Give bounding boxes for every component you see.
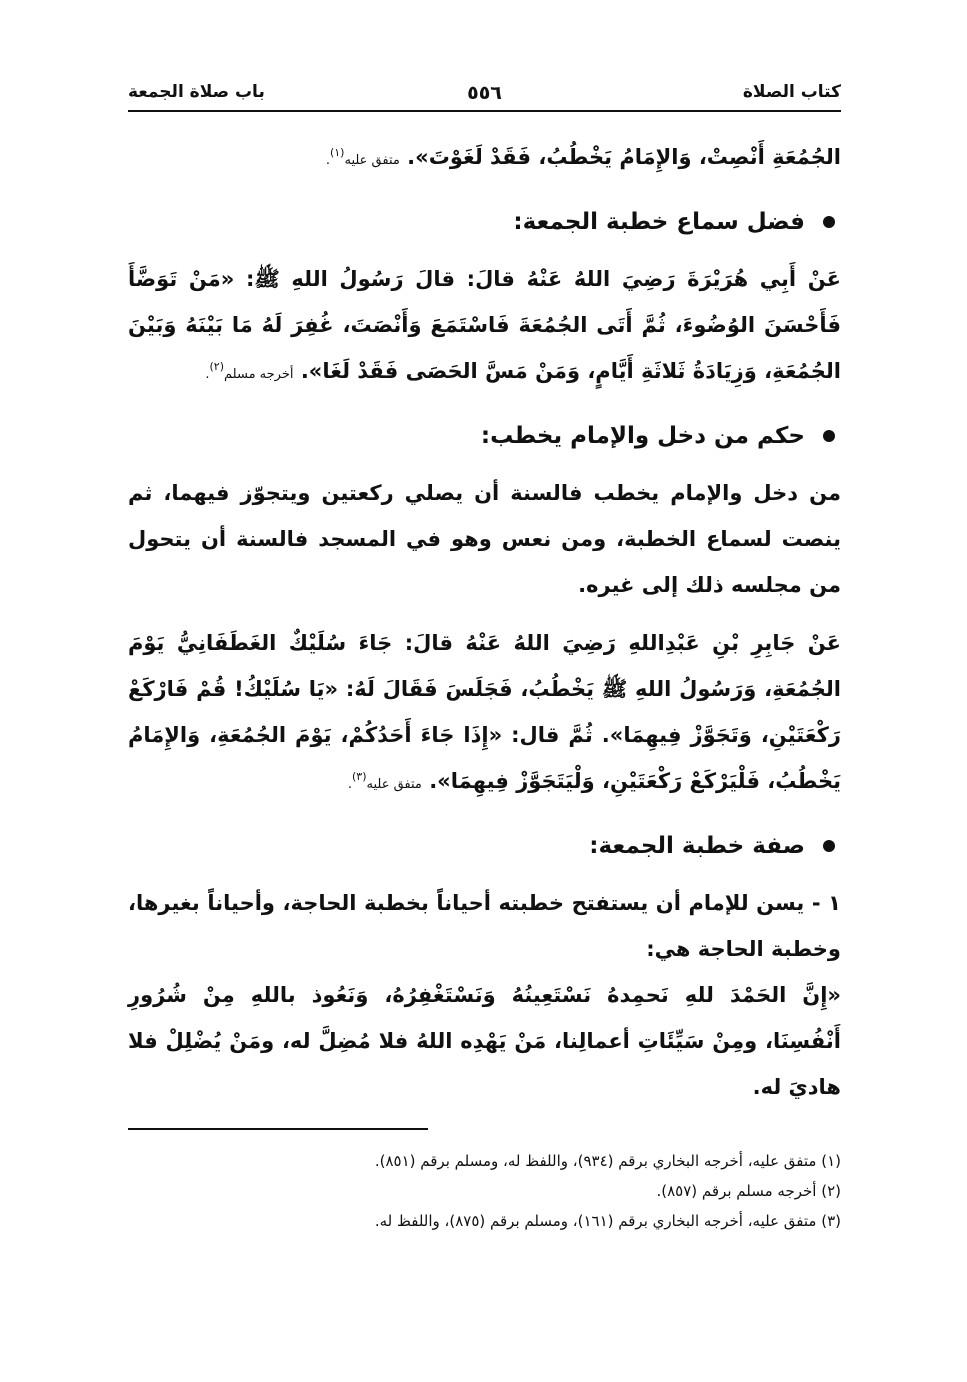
- hadith-text: الجُمُعَةِ أَنْصِتْ، وَالإِمَامُ يَخْطُبُ، فَقَدْ لَغَوْتَ».: [407, 145, 841, 169]
- page-body: [128, 134, 841, 1110]
- heading-text: صفة خطبة الجمعة:: [589, 833, 805, 859]
- page-number: ٥٥٦: [467, 82, 502, 104]
- sentence-end: .: [205, 367, 210, 382]
- footnote-divider: [128, 1128, 428, 1130]
- footnote-ref[interactable]: (٣): [351, 770, 367, 783]
- heading-text: حكم من دخل والإمام يخطب:: [480, 423, 805, 449]
- paragraph-hadith-abu-hurairah: [128, 256, 841, 398]
- paragraph-hadith-continuation: [128, 134, 841, 184]
- source-note: متفق عليه: [344, 153, 400, 168]
- hadith-text: عَنْ جَابِرِ بْنِ عَبْدِاللهِ رَضِيَ اللهُ عَنْهُ قالَ: جَاءَ سُلَيْكٌ الغَطَفَانِيُّ يَوْمَ الجُمُعَةِ، وَرَسُولُ اللهِ ﷺ يَخْطُبُ، فَجَلَسَ فَقَالَ لَهُ: «يَا سُلَيْكُ! قُمْ فَارْكَعْ رَكْعَتَيْنِ، وَتَجَوَّزْ فِيهِمَا». ثُمَّ قال: «إِذَا جَاءَ أَحَدُكُمْ، يَوْمَ الجُمُعَةِ، وَالإِمَامُ يَخْطُبُ، فَلْيَرْكَعْ رَكْعَتَيْنِ، وَلْيَتَجَوَّزْ فِيهِمَا».: [128, 631, 841, 793]
- sentence-end: .: [347, 777, 352, 792]
- paragraph-ruling: من دخل والإمام يخطب فالسنة أن يصلي ركعتين ويتجوّز فيهما، ثم ينصت لسماع الخطبة، ومن نعس وهو في المسجد فالسنة أن يتحول من مجلسه ذلك إلى غيره.: [128, 481, 841, 597]
- paragraph-hadith-jabir: [128, 620, 841, 808]
- footnote-ref[interactable]: (١): [329, 146, 345, 159]
- section-heading-listening-virtue: [128, 198, 841, 246]
- book-page: [128, 80, 841, 1236]
- running-header: [128, 80, 841, 112]
- footnote-3: (٣) متفق عليه، أخرجه البخاري برقم (١٦١)، ومسلم برقم (٨٧٥)، واللفظ له.: [374, 1212, 841, 1230]
- sentence-end: .: [325, 153, 330, 168]
- paragraph-sermon-opening: ١ - يسن للإمام أن يستفتح خطبته أحياناً بخطبة الحاجة، وأحياناً بغيرها، وخطبة الحاجة هي:: [128, 891, 841, 961]
- paragraph-khutbat-al-hajah: «إِنَّ الحَمْدَ للهِ نَحمِدهُ نَسْتَعِينُهُ وَنَسْتَغْفِرُهُ، وَنَعُوذ باللهِ مِنْ شُرُورِ أَنْفُسِنَا، ومِنْ سَيِّئَاتِ أعمالِنا، مَنْ يَهْدِه اللهُ فلا مُضِلَّ له، ومَنْ يُضْلِلْ فلا هاديَ له.: [128, 983, 841, 1099]
- footnotes: [128, 1146, 841, 1236]
- chapter-title: باب صلاة الجمعة: [128, 82, 265, 102]
- book-title: كتاب الصلاة: [742, 82, 841, 102]
- section-heading-sermon-description: [128, 822, 841, 870]
- bullet-icon: [823, 216, 835, 228]
- section-heading-entering-ruling: [128, 412, 841, 460]
- source-note: متفق عليه: [366, 777, 422, 792]
- bullet-icon: [823, 840, 835, 852]
- footnote-ref[interactable]: (٢): [209, 360, 225, 373]
- footnote-2: (٢) أخرجه مسلم برقم (٨٥٧).: [656, 1182, 841, 1200]
- footnote-1: (١) متفق عليه، أخرجه البخاري برقم (٩٣٤)، واللفظ له، ومسلم برقم (٨٥١).: [374, 1152, 841, 1170]
- source-note: أخرجه مسلم: [224, 367, 294, 382]
- heading-text: فضل سماع خطبة الجمعة:: [513, 209, 805, 235]
- hadith-text: عَنْ أَبِي هُرَيْرَةَ رَضِيَ اللهُ عَنْهُ قالَ: قالَ رَسُولُ اللهِ ﷺ: «مَنْ تَوَضَّأَ فَأَحْسَنَ الوُضُوءَ، ثُمَّ أَتَى الجُمُعَةَ فَاسْتَمَعَ وَأَنْصَتَ، غُفِرَ لَهُ مَا بَيْنَهُ وَبَيْنَ الجُمُعَةِ، وَزِيَادَةُ ثَلاثَةِ أَيَّامٍ، وَمَنْ مَسَّ الحَصَى فَقَدْ لَغَا».: [128, 267, 841, 383]
- bullet-icon: [823, 430, 835, 442]
